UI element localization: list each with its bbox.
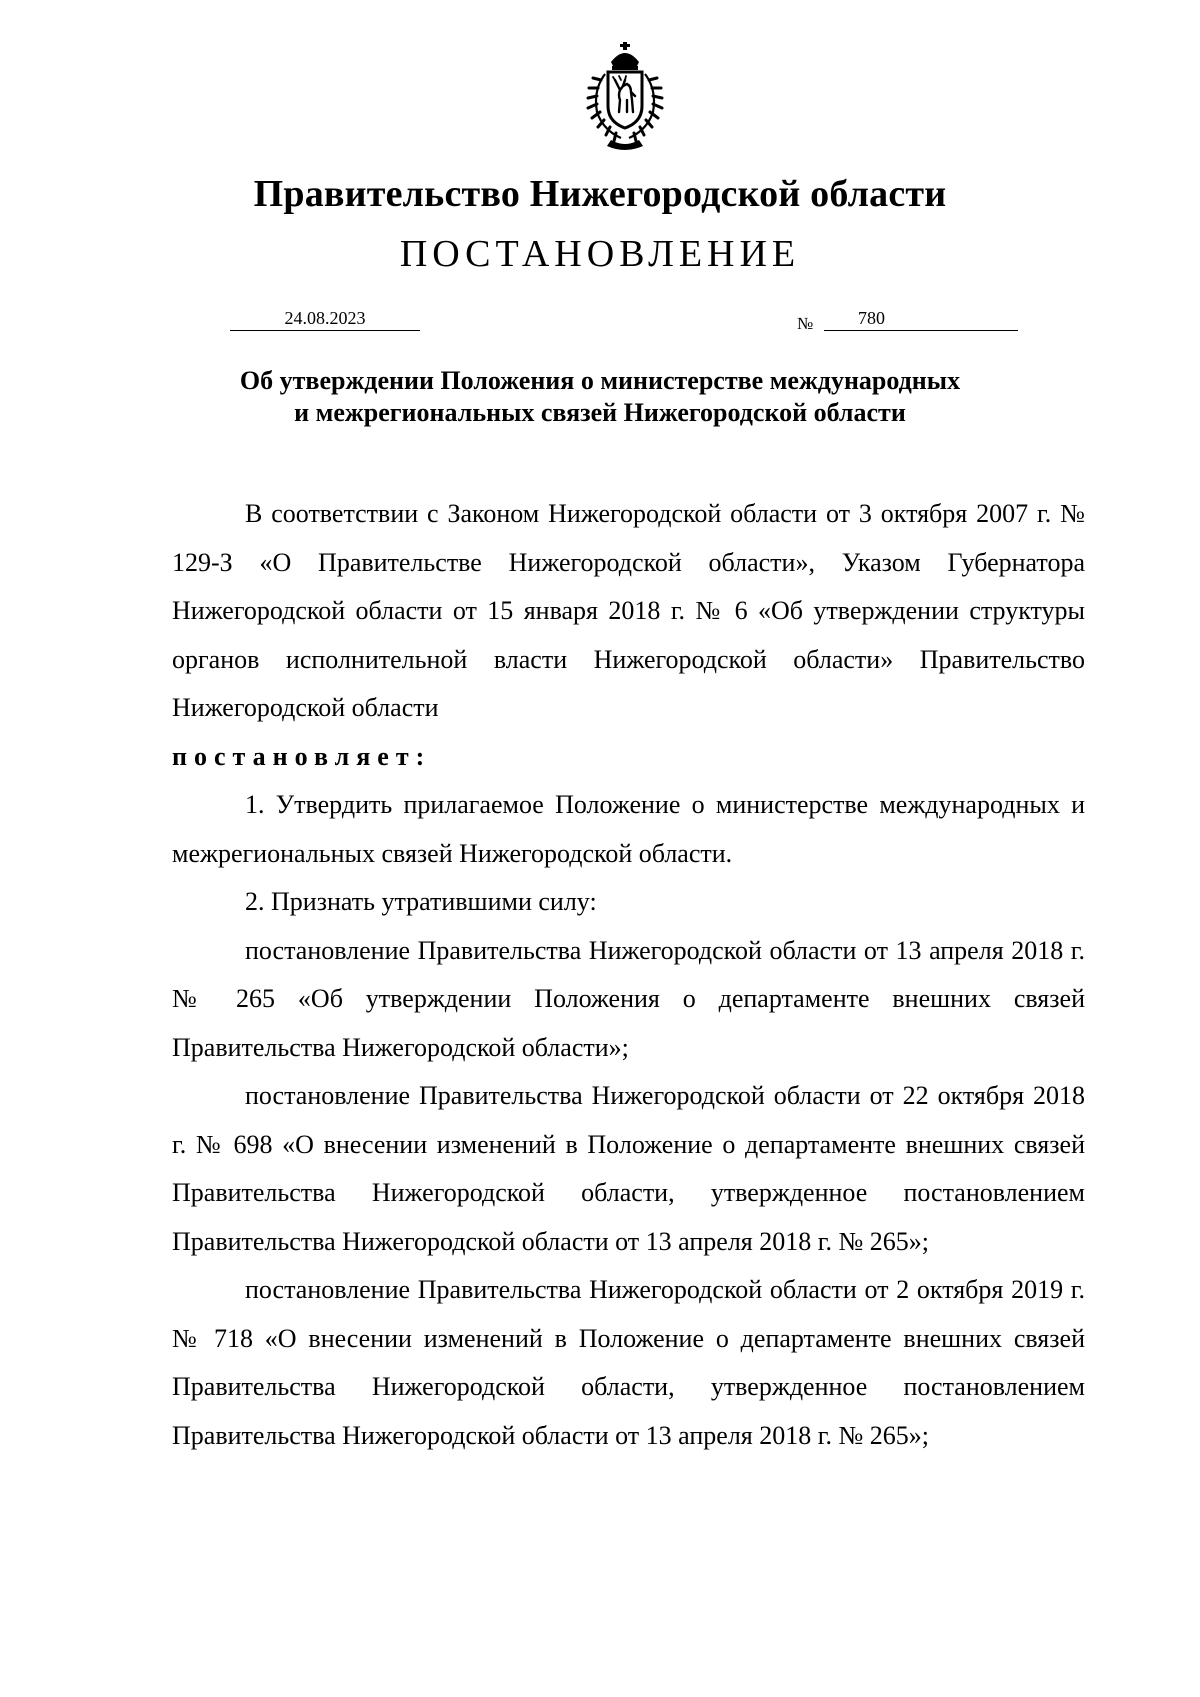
document-number-field (824, 306, 1018, 331)
preamble-paragraph (172, 490, 1085, 733)
document-title-line-2: и межрегиональных связей Нижегородской области (294, 398, 906, 427)
document-type: ПОСТАНОВЛЕНИЕ (399, 233, 801, 275)
item-2b-paragraph: постановление Правительства Нижегородской области от 22 октября 2018 г. № 698 «О внесении изменений в Положение о департаменте внешних связей Правительства Нижегородской области, утвержденное постановлением Правительства Нижегородской области от 13 апреля 2018 г. № 265»; (172, 1081, 1085, 1256)
decides-word: постановляет: (172, 741, 432, 771)
document-body (172, 490, 1085, 1460)
item-2-paragraph: 2. Признать утратившими силу: (245, 887, 597, 916)
document-date: 24.08.2023 (230, 306, 420, 331)
decides-paragraph (172, 733, 1085, 782)
number-label: № (797, 314, 814, 333)
document-title (170, 365, 1030, 429)
coat-of-arms-icon (575, 40, 675, 152)
organization-name: Правительство Нижегородской области (253, 173, 947, 215)
preamble-text: В соответствии с Законом Нижегородской области от 3 октября 2007 г. № 129-З «О Правительстве Нижегородской области», Указом Губернатора Нижегородской области от 15 января 2018 г. № 6 «Об утверждении структуры органов исполнительной власти Нижегородской области» Правительство Нижегородской области (172, 499, 1085, 722)
document-number: 780 (858, 308, 885, 328)
item-2a-paragraph: постановление Правительства Нижегородской области от 13 апреля 2018 г. № 265 «Об утверждении Положения о департаменте внешних связей Правительства Нижегородской области»; (172, 935, 1085, 1062)
item-1-paragraph: 1. Утвердить прилагаемое Положение о министерстве международных и межрегиональных связей Нижегородской области. (172, 790, 1085, 868)
document-title-line-1: Об утверждении Положения о министерстве международных (239, 366, 961, 395)
item-2c-paragraph: постановление Правительства Нижегородской области от 2 октября 2019 г. № 718 «О внесении изменений в Положение о департаменте внешних связей Правительства Нижегородской области, утвержденное постановлением Правительства Нижегородской области от 13 апреля 2018 г. № 265»; (172, 1275, 1085, 1450)
